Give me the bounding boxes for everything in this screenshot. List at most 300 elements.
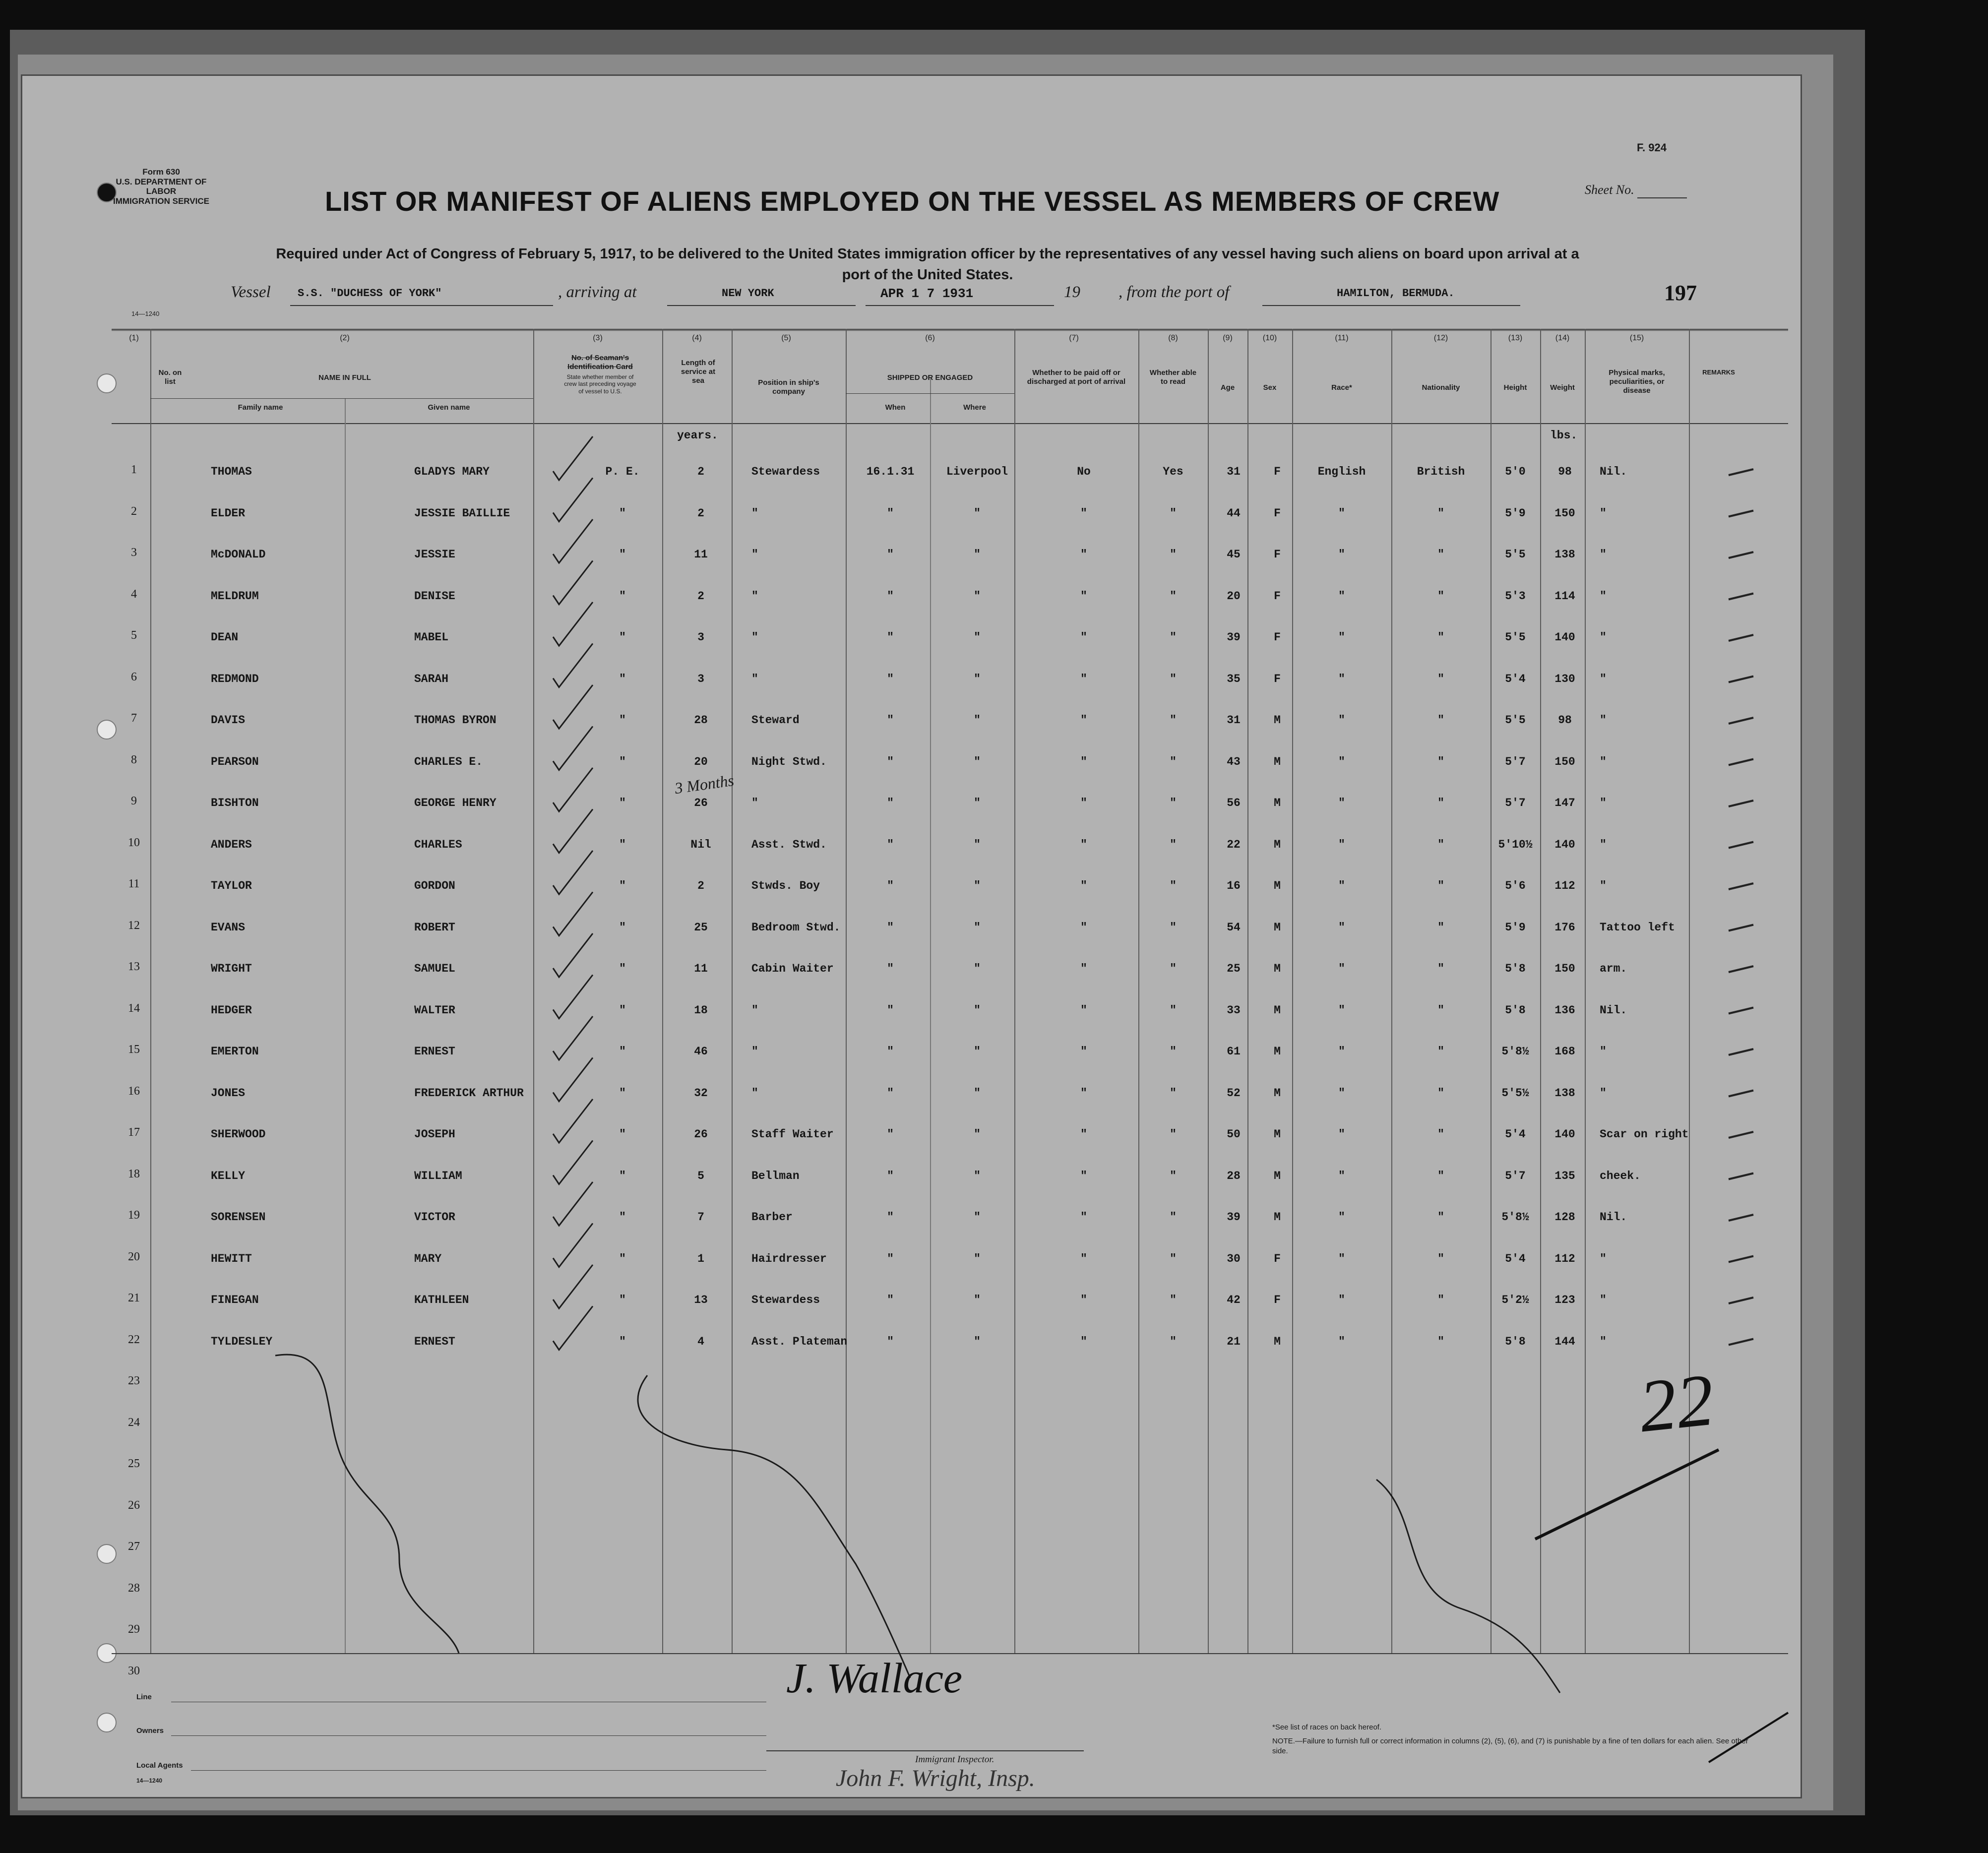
cell-family: HEWITT: [211, 1252, 252, 1265]
col-head-given: Given name: [428, 403, 470, 412]
cell-family: WRIGHT: [211, 962, 252, 975]
cell-sex: M: [1274, 1211, 1281, 1224]
cell-age: 52: [1227, 1086, 1241, 1100]
cell-height: 5'3: [1505, 589, 1526, 603]
cell-service: 7: [697, 1211, 704, 1224]
cell-nat: ": [1437, 672, 1444, 685]
cell-marks: ": [1600, 1086, 1607, 1100]
cell-paid: ": [1080, 548, 1087, 561]
cell-family: ELDER: [211, 506, 246, 520]
cell-marks: Tattoo left: [1600, 921, 1675, 934]
cell-given: DENISE: [414, 589, 455, 603]
cell-when: ": [887, 962, 894, 975]
cell-nat: British: [1417, 465, 1465, 478]
unit-lbs: lbs.: [1550, 429, 1578, 442]
cell-nat: ": [1437, 589, 1444, 603]
cell-read: ": [1170, 1128, 1177, 1141]
total-annotation: 22: [1635, 1358, 1718, 1448]
row-number: 22: [128, 1333, 140, 1346]
cell-race: ": [1338, 879, 1345, 892]
cell-when: ": [887, 548, 894, 561]
cell-family: SORENSEN: [211, 1211, 266, 1224]
cell-given: JESSIE BAILLIE: [414, 506, 510, 520]
cell-age: 45: [1227, 548, 1241, 561]
cell-where: ": [974, 589, 981, 603]
cell-given: GLADYS MARY: [414, 465, 490, 478]
inspector-signature: J. Wallace: [786, 1654, 963, 1702]
cell-when: ": [887, 506, 894, 520]
remark-dash: [1729, 1339, 1753, 1345]
row-number: 13: [128, 960, 140, 973]
cell-height: 5'8½: [1501, 1211, 1529, 1224]
cell-read: ": [1170, 1045, 1177, 1058]
check-mark: [553, 809, 593, 853]
cell-position: ": [751, 1086, 758, 1100]
cell-height: 5'10½: [1498, 838, 1533, 851]
cell-paid: ": [1080, 921, 1087, 934]
cell-weight: 135: [1554, 1169, 1575, 1182]
cell-race: ": [1338, 1128, 1345, 1141]
cell-paid: ": [1080, 1169, 1087, 1182]
cell-age: 50: [1227, 1128, 1241, 1141]
cell-service: 2: [697, 589, 704, 603]
cell-family: FINEGAN: [211, 1294, 259, 1306]
remark-dash: [1729, 925, 1753, 931]
cell-read: ": [1170, 631, 1177, 644]
cell-where: ": [974, 1086, 981, 1100]
cell-position: Stewardess: [751, 1294, 820, 1306]
cell-given: JOSEPH: [414, 1128, 455, 1141]
row-number: 16: [128, 1084, 140, 1098]
footer-owners-label: Owners: [136, 1727, 164, 1735]
cell-age: 56: [1227, 797, 1241, 809]
remark-dash: [1729, 1215, 1753, 1221]
cell-family: PEARSON: [211, 755, 259, 768]
cell-age: 42: [1227, 1294, 1241, 1306]
cell-sex: M: [1274, 921, 1281, 934]
cell-read: ": [1170, 879, 1177, 892]
cell-paid: ": [1080, 962, 1087, 975]
cell-marks: ": [1600, 1045, 1607, 1058]
cell-marks: ": [1600, 714, 1607, 727]
remark-dash: [1729, 511, 1753, 517]
cell-position: Barber: [751, 1211, 793, 1224]
cell-when: ": [887, 1335, 894, 1348]
cell-paid: ": [1080, 1086, 1087, 1100]
document-title: LIST OR MANIFEST OF ALIENS EMPLOYED ON THE VESSEL AS MEMBERS OF CREW: [325, 185, 1500, 217]
cell-family: HEDGER: [211, 1003, 252, 1017]
cell-read: ": [1170, 962, 1177, 975]
cell-card: ": [619, 1045, 626, 1058]
cell-age: 35: [1227, 672, 1241, 685]
cell-family: TYLDESLEY: [211, 1335, 273, 1348]
cell-read: ": [1170, 1335, 1177, 1348]
check-mark: [553, 602, 593, 646]
col-head-position: Position in ship's company: [758, 378, 819, 396]
cell-marks: ": [1600, 1294, 1607, 1306]
cell-weight: 150: [1554, 755, 1575, 768]
cell-paid: ": [1080, 1128, 1087, 1141]
remark-dash: [1729, 594, 1753, 600]
cell-weight: 138: [1554, 1086, 1575, 1100]
cell-card: ": [619, 506, 626, 520]
cell-weight: 138: [1554, 548, 1575, 561]
cell-where: ": [974, 714, 981, 727]
cell-height: 5'0: [1505, 465, 1526, 478]
cell-when: ": [887, 879, 894, 892]
cell-height: 5'2½: [1501, 1294, 1529, 1306]
cell-card: ": [619, 1211, 626, 1224]
cell-service: 1: [697, 1252, 704, 1265]
cell-paid: ": [1080, 1294, 1087, 1306]
row-number: 11: [128, 877, 140, 890]
col-num-4: (4): [692, 334, 702, 342]
row-number: 4: [131, 587, 137, 601]
cell-height: 5'4: [1505, 1128, 1526, 1141]
cell-position: Staff Waiter: [751, 1128, 834, 1141]
cell-age: 61: [1227, 1045, 1241, 1058]
cell-service: 11: [694, 962, 708, 975]
cell-card: ": [619, 714, 626, 727]
cell-family: McDONALD: [211, 548, 266, 561]
cell-nat: ": [1437, 1045, 1444, 1058]
cell-family: EMERTON: [211, 1045, 259, 1058]
cell-position: Bedroom Stwd.: [751, 921, 841, 934]
row-number: 29: [128, 1623, 140, 1636]
cell-marks: ": [1600, 548, 1607, 561]
row-number: 17: [128, 1126, 140, 1139]
cell-age: 20: [1227, 589, 1241, 603]
cell-age: 44: [1227, 506, 1241, 520]
cell-card: ": [619, 548, 626, 561]
cell-service: 5: [697, 1169, 704, 1182]
cell-where: ": [974, 838, 981, 851]
cell-position: Hairdresser: [751, 1252, 827, 1265]
cell-sex: F: [1274, 465, 1281, 478]
cell-given: MABEL: [414, 631, 449, 644]
cell-service: 18: [694, 1003, 708, 1017]
col-num-3: (3): [593, 334, 603, 342]
cell-nat: ": [1437, 1169, 1444, 1182]
remark-dash: [1729, 1008, 1753, 1014]
cell-race: ": [1338, 838, 1345, 851]
cell-read: ": [1170, 548, 1177, 561]
row-number: 3: [131, 546, 137, 559]
col-head-sex: Sex: [1263, 383, 1277, 392]
service-label: IMMIGRATION SERVICE: [113, 196, 209, 206]
cell-when: ": [887, 714, 894, 727]
subtitle-line-2: port of the United States.: [842, 267, 1013, 283]
remark-dash: [1729, 842, 1753, 848]
col-head-where: Where: [963, 403, 986, 412]
cell-marks: arm.: [1600, 962, 1627, 975]
cell-weight: 98: [1558, 465, 1572, 478]
arriving-label: , arriving at: [558, 283, 637, 301]
cell-given: VICTOR: [414, 1211, 455, 1224]
cell-service: 2: [697, 506, 704, 520]
cell-age: 21: [1227, 1335, 1241, 1348]
cell-height: 5'8: [1505, 962, 1526, 975]
cell-when: ": [887, 921, 894, 934]
cell-height: 5'6: [1505, 879, 1526, 892]
cell-race: ": [1338, 631, 1345, 644]
wavy-line-2: [638, 1375, 910, 1678]
cell-family: REDMOND: [211, 672, 259, 685]
cell-sex: F: [1274, 506, 1281, 520]
cell-race: ": [1338, 1003, 1345, 1017]
cell-age: 30: [1227, 1252, 1241, 1265]
cell-height: 5'5: [1505, 714, 1526, 727]
row-number: 9: [131, 795, 137, 807]
cell-given: THOMAS BYRON: [414, 714, 497, 727]
cell-position: ": [751, 548, 758, 561]
cell-when: ": [887, 1045, 894, 1058]
remark-dash: [1729, 1132, 1753, 1138]
cell-weight: 168: [1554, 1045, 1575, 1058]
cell-sex: F: [1274, 589, 1281, 603]
col-num-6: (6): [925, 334, 935, 342]
cell-given: ERNEST: [414, 1045, 455, 1058]
cell-sex: M: [1274, 962, 1281, 975]
col-head-nationality: Nationality: [1422, 383, 1460, 392]
cell-card: ": [619, 1252, 626, 1265]
row-number: 18: [128, 1167, 140, 1180]
cell-nat: ": [1437, 838, 1444, 851]
cell-weight: 123: [1554, 1294, 1575, 1306]
cell-age: 43: [1227, 755, 1241, 768]
row-number: 20: [128, 1250, 140, 1263]
cell-where: ": [974, 1294, 981, 1306]
cell-given: GORDON: [414, 879, 455, 892]
cell-position: ": [751, 672, 758, 685]
cell-age: 54: [1227, 921, 1241, 934]
col-head-paid: Whether to be paid off or discharged at port of arrival: [1027, 369, 1126, 386]
cell-given: GEORGE HENRY: [414, 797, 497, 809]
months-annotation: 3 Months: [674, 771, 735, 798]
cell-given: JESSIE: [414, 548, 455, 561]
cell-when: ": [887, 589, 894, 603]
col-num-14: (14): [1555, 334, 1570, 342]
cell-height: 5'9: [1505, 506, 1526, 520]
cell-card: ": [619, 879, 626, 892]
cell-service: 4: [697, 1335, 704, 1348]
cell-age: 39: [1227, 631, 1241, 644]
cell-position: Night Stwd.: [751, 755, 827, 768]
cell-service: 26: [694, 797, 708, 809]
remark-dash: [1729, 469, 1753, 475]
cell-marks: ": [1600, 1335, 1607, 1348]
cell-race: ": [1338, 797, 1345, 809]
cell-family: SHERWOOD: [211, 1128, 266, 1141]
check-mark: [553, 644, 593, 687]
cell-height: 5'7: [1505, 797, 1526, 809]
cell-family: JONES: [211, 1086, 246, 1100]
cell-sex: M: [1274, 797, 1281, 809]
remark-dashes: [1729, 469, 1753, 1345]
check-mark: [553, 1265, 593, 1308]
cell-height: 5'7: [1505, 755, 1526, 768]
row-number: 10: [128, 836, 140, 849]
card-head-note: State whether member of crew last preceding voyage of vessel to U.S.: [564, 373, 636, 395]
col-head-shipped: SHIPPED OR ENGAGED: [887, 373, 973, 382]
inspector-line: [766, 1750, 1084, 1751]
cell-sex: M: [1274, 838, 1281, 851]
row-number: 25: [128, 1457, 140, 1470]
cell-weight: 140: [1554, 838, 1575, 851]
cell-paid: ": [1080, 755, 1087, 768]
cell-when: ": [887, 631, 894, 644]
cell-sex: M: [1274, 1045, 1281, 1058]
cell-position: ": [751, 631, 758, 644]
cell-race: ": [1338, 548, 1345, 561]
row-number: 7: [131, 712, 137, 725]
cell-position: Stewardess: [751, 465, 820, 478]
cell-nat: ": [1437, 1252, 1444, 1265]
col-head-height: Height: [1503, 383, 1527, 392]
cell-weight: 130: [1554, 672, 1575, 685]
cell-race: ": [1338, 1252, 1345, 1265]
remark-dash: [1729, 1174, 1753, 1179]
cell-when: ": [887, 1252, 894, 1265]
col-head-no: No. on list: [158, 369, 182, 386]
cell-paid: ": [1080, 797, 1087, 809]
cell-age: 16: [1227, 879, 1241, 892]
row-number: 28: [128, 1581, 140, 1595]
row-number: 8: [131, 753, 137, 766]
cell-marks: cheek.: [1600, 1169, 1641, 1182]
cell-height: 5'8½: [1501, 1045, 1529, 1058]
cell-race: ": [1338, 1045, 1345, 1058]
diagonal-stroke: [1535, 1450, 1719, 1539]
cell-nat: ": [1437, 506, 1444, 520]
col-head-weight: Weight: [1550, 383, 1575, 392]
cell-service: 2: [697, 465, 704, 478]
row-number: 2: [131, 504, 137, 518]
cell-nat: ": [1437, 631, 1444, 644]
cell-height: 5'9: [1505, 921, 1526, 934]
cell-read: ": [1170, 1003, 1177, 1017]
cell-read: ": [1170, 714, 1177, 727]
cell-weight: 147: [1554, 797, 1575, 809]
check-mark: [553, 478, 593, 522]
page-number: 197: [1664, 281, 1697, 305]
col-num-8: (8): [1168, 334, 1178, 342]
cell-sex: M: [1274, 1128, 1281, 1141]
cell-race: ": [1338, 506, 1345, 520]
cell-read: ": [1170, 1211, 1177, 1224]
cell-where: ": [974, 921, 981, 934]
subtitle-line-1: Required under Act of Congress of February 5, 1917, to be delivered to the United States immigration officer by the representatives of any vessel having such aliens on board upon arrival at a: [276, 246, 1579, 262]
remark-dash: [1729, 552, 1753, 558]
department-label: U.S. DEPARTMENT OF LABOR: [116, 177, 207, 196]
cell-marks: Scar on right: [1600, 1128, 1689, 1141]
cell-service: 26: [694, 1128, 708, 1141]
cell-read: ": [1170, 797, 1177, 809]
check-mark: [553, 1099, 593, 1143]
check-mark: [553, 768, 593, 811]
col-head-age: Age: [1220, 383, 1235, 392]
row-number: 5: [131, 629, 137, 642]
cell-service: 25: [694, 921, 708, 934]
cell-age: 25: [1227, 962, 1241, 975]
cell-weight: 112: [1554, 1252, 1575, 1265]
remark-dash: [1729, 966, 1753, 972]
cell-where: ": [974, 631, 981, 644]
cell-weight: 144: [1554, 1335, 1575, 1348]
cell-when: ": [887, 1086, 894, 1100]
col-head-when: When: [885, 403, 906, 412]
cell-where: ": [974, 879, 981, 892]
cell-nat: ": [1437, 1211, 1444, 1224]
cell-position: Asst. Plateman: [751, 1335, 848, 1348]
cell-when: ": [887, 672, 894, 685]
col-num-11: (11): [1335, 334, 1349, 342]
cell-race: ": [1338, 1086, 1345, 1100]
cell-marks: Nil.: [1600, 465, 1627, 478]
row-number: 15: [128, 1043, 140, 1056]
cell-weight: 112: [1554, 879, 1575, 892]
cell-when: ": [887, 838, 894, 851]
cell-card: ": [619, 1128, 626, 1141]
cell-position: Steward: [751, 714, 800, 727]
cell-given: MARY: [414, 1252, 442, 1265]
cell-weight: 140: [1554, 631, 1575, 644]
col-num-5: (5): [781, 334, 791, 342]
cell-marks: Nil.: [1600, 1003, 1627, 1017]
cell-given: SAMUEL: [414, 962, 455, 975]
cell-card: ": [619, 962, 626, 975]
row-number: 30: [128, 1664, 140, 1677]
cell-sex: F: [1274, 548, 1281, 561]
row-number: 26: [128, 1498, 140, 1512]
cell-age: 28: [1227, 1169, 1241, 1182]
cell-age: 33: [1227, 1003, 1241, 1017]
col-num-9: (9): [1223, 334, 1233, 342]
remark-dash: [1729, 1091, 1753, 1097]
col-head-name: NAME IN FULL: [318, 373, 371, 382]
cell-family: MELDRUM: [211, 589, 259, 603]
cell-sex: M: [1274, 1086, 1281, 1100]
arrival-date-stamp: APR 1 7 1931: [880, 286, 974, 301]
cell-given: ROBERT: [414, 921, 455, 934]
cell-family: BISHTON: [211, 797, 259, 809]
cell-height: 5'8: [1505, 1335, 1526, 1348]
cell-race: ": [1338, 1294, 1345, 1306]
cell-family: THOMAS: [211, 465, 252, 478]
cell-nat: ": [1437, 1294, 1444, 1306]
cell-race: ": [1338, 1211, 1345, 1224]
cell-nat: ": [1437, 879, 1444, 892]
cell-where: ": [974, 1335, 981, 1348]
col-num-15: (15): [1629, 334, 1644, 342]
remark-dash: [1729, 1256, 1753, 1262]
cell-marks: ": [1600, 506, 1607, 520]
wavy-line-3: [1376, 1480, 1560, 1693]
col-num-13: (13): [1508, 334, 1523, 342]
cell-weight: 176: [1554, 921, 1575, 934]
cell-given: CHARLES: [414, 838, 462, 851]
cell-card: ": [619, 1086, 626, 1100]
check-mark: [553, 436, 593, 480]
row-number: 19: [128, 1209, 140, 1222]
cell-family: ANDERS: [211, 838, 252, 851]
cell-marks: ": [1600, 755, 1607, 768]
col-head-service: Length of service at sea: [681, 359, 716, 385]
cell-read: ": [1170, 672, 1177, 685]
cell-paid: ": [1080, 714, 1087, 727]
check-mark: [553, 519, 593, 563]
cell-where: ": [974, 672, 981, 685]
